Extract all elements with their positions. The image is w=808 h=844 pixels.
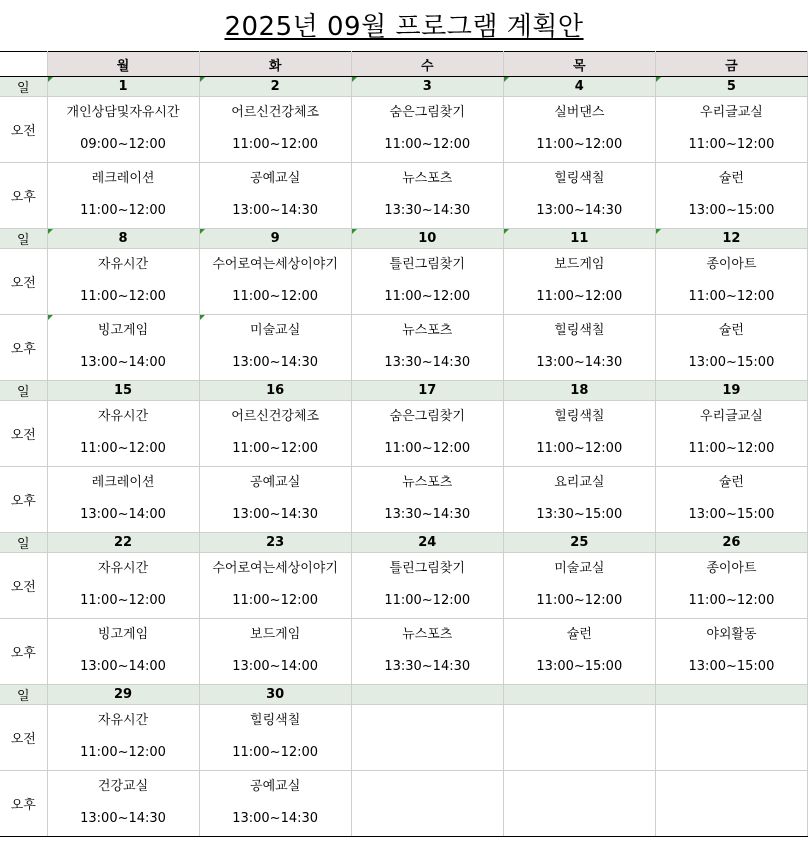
program-time: 11:00~12:00	[688, 593, 775, 608]
weekday-header-thu: 목	[503, 52, 655, 77]
date-cell: 16	[199, 381, 351, 401]
program-name: 우리글교실	[700, 409, 763, 424]
program-cell	[47, 467, 199, 533]
program-name: 레크레이션	[91, 171, 155, 186]
date-row	[0, 685, 808, 705]
sunday-label: 일	[0, 533, 47, 553]
comment-marker-icon	[48, 229, 53, 234]
program-name: 우리글교실	[700, 105, 763, 120]
program-name: 힐링색칠	[554, 409, 605, 424]
date-cell: 10	[351, 229, 503, 249]
program-cell	[351, 553, 503, 619]
program-time: 13:30~14:30	[384, 507, 471, 522]
sunday-label: 일	[0, 381, 47, 401]
program-name: 뉴스포츠	[402, 475, 453, 490]
program-time: 13:00~15:00	[688, 203, 775, 218]
program-time: 11:00~12:00	[688, 441, 775, 456]
slot-row-pm	[0, 315, 808, 381]
comment-marker-icon	[504, 77, 509, 82]
weekday-header-wed: 수	[351, 52, 503, 77]
date-cell: 5	[655, 77, 807, 97]
date-cell: 22	[47, 533, 199, 553]
date-cell: 11	[503, 229, 655, 249]
program-name: 보드게임	[554, 257, 605, 272]
program-cell	[199, 315, 351, 381]
program-time: 13:00~15:00	[688, 507, 775, 522]
program-time	[656, 738, 807, 770]
program-time: 11:00~12:00	[80, 203, 166, 218]
program-cell	[199, 467, 351, 533]
program-time: 13:30~14:30	[384, 355, 471, 370]
program-cell	[199, 705, 351, 771]
program-cell	[655, 97, 807, 163]
program-time	[504, 804, 655, 836]
program-cell	[503, 97, 655, 163]
program-time	[352, 804, 503, 836]
program-time: 13:30~15:00	[536, 507, 623, 522]
comment-marker-icon	[656, 77, 661, 82]
program-cell	[351, 97, 503, 163]
program-cell	[47, 401, 199, 467]
program-cell	[503, 401, 655, 467]
program-name: 요리교실	[554, 475, 605, 490]
program-cell	[199, 97, 351, 163]
date-cell: 12	[655, 229, 807, 249]
comment-marker-icon	[200, 229, 205, 234]
comment-marker-icon	[48, 315, 53, 320]
slot-row-am	[0, 705, 808, 771]
program-cell	[351, 315, 503, 381]
date-cell: 4	[503, 77, 655, 97]
program-cell	[655, 553, 807, 619]
program-cell	[47, 163, 199, 229]
program-name: 뉴스포츠	[402, 323, 453, 338]
date-cell	[503, 685, 655, 705]
program-cell	[655, 771, 807, 837]
program-time: 11:00~12:00	[232, 593, 319, 608]
program-name: 슐런	[718, 323, 744, 338]
program-cell	[47, 771, 199, 837]
date-row	[0, 77, 808, 97]
date-cell: 25	[503, 533, 655, 553]
program-name	[504, 771, 655, 804]
program-time	[352, 738, 503, 770]
comment-marker-icon	[200, 315, 205, 320]
slot-label-pm: 오후	[0, 163, 47, 229]
program-name: 자유시간	[97, 561, 149, 576]
program-cell	[655, 705, 807, 771]
weekday-header-row	[0, 52, 808, 77]
program-name	[656, 705, 807, 738]
program-time: 11:00~12:00	[232, 745, 319, 760]
program-name: 레크레이션	[91, 475, 155, 490]
sunday-label: 일	[0, 229, 47, 249]
program-cell	[655, 249, 807, 315]
program-cell	[47, 315, 199, 381]
weekday-header-tue: 화	[199, 52, 351, 77]
date-row	[0, 229, 808, 249]
program-name: 수어로여는세상이야기	[212, 561, 338, 576]
program-time: 11:00~12:00	[80, 745, 166, 760]
sunday-label: 일	[0, 77, 47, 97]
program-name	[656, 771, 807, 804]
date-cell: 19	[655, 381, 807, 401]
program-name: 자유시간	[97, 713, 149, 728]
program-time: 11:00~12:00	[232, 441, 319, 456]
program-name: 힐링색칠	[554, 171, 605, 186]
program-time: 11:00~12:00	[688, 289, 775, 304]
program-name: 빙고게임	[97, 627, 149, 642]
program-time: 13:00~14:00	[80, 659, 166, 674]
program-cell	[199, 401, 351, 467]
date-cell: 3	[351, 77, 503, 97]
date-cell: 2	[199, 77, 351, 97]
program-name: 종이아트	[706, 561, 757, 576]
program-time: 13:00~14:30	[536, 355, 623, 370]
program-name: 실버댄스	[554, 105, 605, 120]
program-time: 13:00~15:00	[688, 355, 775, 370]
program-name: 보드게임	[250, 627, 301, 642]
program-time: 11:00~12:00	[384, 441, 471, 456]
program-cell	[655, 467, 807, 533]
program-cell	[47, 97, 199, 163]
program-time: 13:00~14:30	[232, 203, 319, 218]
slot-row-am	[0, 97, 808, 163]
program-time: 11:00~12:00	[536, 289, 623, 304]
program-name: 공예교실	[250, 475, 301, 490]
program-name: 공예교실	[250, 779, 301, 794]
program-cell	[503, 705, 655, 771]
comment-marker-icon	[656, 229, 661, 234]
date-cell: 15	[47, 381, 199, 401]
program-time: 13:00~15:00	[688, 659, 775, 674]
program-time: 11:00~12:00	[536, 593, 623, 608]
program-name: 슐런	[718, 171, 744, 186]
date-cell	[351, 685, 503, 705]
sunday-label: 일	[0, 685, 47, 705]
program-time: 13:00~14:30	[80, 811, 166, 826]
date-row	[0, 381, 808, 401]
program-time: 11:00~12:00	[536, 137, 623, 152]
comment-marker-icon	[48, 77, 53, 82]
date-cell: 23	[199, 533, 351, 553]
program-time: 11:00~12:00	[80, 289, 166, 304]
program-time: 13:00~14:30	[232, 811, 319, 826]
slot-row-pm	[0, 619, 808, 685]
program-time: 13:00~14:00	[80, 507, 166, 522]
program-cell	[503, 163, 655, 229]
program-time: 11:00~12:00	[384, 593, 471, 608]
program-time: 11:00~12:00	[80, 593, 166, 608]
date-cell: 17	[351, 381, 503, 401]
program-name: 뉴스포츠	[402, 627, 453, 642]
program-cell	[351, 467, 503, 533]
program-time: 13:00~14:30	[232, 507, 319, 522]
program-time: 11:00~12:00	[80, 441, 166, 456]
comment-marker-icon	[504, 229, 509, 234]
slot-label-pm: 오후	[0, 771, 47, 837]
program-time: 13:00~14:30	[536, 203, 623, 218]
program-cell	[503, 553, 655, 619]
date-cell: 9	[199, 229, 351, 249]
slot-label-pm: 오후	[0, 467, 47, 533]
program-time: 11:00~12:00	[232, 137, 319, 152]
program-cell	[503, 249, 655, 315]
program-time: 13:30~14:30	[384, 659, 471, 674]
slot-row-am	[0, 401, 808, 467]
program-time: 11:00~12:00	[384, 137, 471, 152]
program-cell	[351, 401, 503, 467]
program-name: 자유시간	[97, 409, 149, 424]
title-text: 2025년 09월 프로그램 계획안	[224, 12, 584, 42]
slot-row-am	[0, 249, 808, 315]
program-cell	[503, 619, 655, 685]
program-cell	[47, 619, 199, 685]
date-cell: 1	[47, 77, 199, 97]
program-cell	[199, 163, 351, 229]
program-time	[504, 738, 655, 770]
date-cell: 26	[655, 533, 807, 553]
corner-cell	[0, 52, 47, 77]
program-time: 11:00~12:00	[688, 137, 775, 152]
program-name: 숨은그림찾기	[389, 409, 465, 424]
program-cell	[503, 771, 655, 837]
date-cell: 18	[503, 381, 655, 401]
program-time: 11:00~12:00	[384, 289, 471, 304]
program-cell	[47, 553, 199, 619]
program-cell	[655, 401, 807, 467]
date-cell	[655, 685, 807, 705]
program-cell	[503, 315, 655, 381]
program-name: 힐링색칠	[554, 323, 605, 338]
program-name	[504, 705, 655, 738]
program-name: 어르신건강체조	[231, 105, 320, 120]
program-time: 13:30~14:30	[384, 203, 471, 218]
slot-label-pm: 오후	[0, 619, 47, 685]
program-name: 자유시간	[97, 257, 149, 272]
program-cell	[199, 249, 351, 315]
program-time: 11:00~12:00	[536, 441, 623, 456]
slot-label-am: 오전	[0, 97, 47, 163]
program-name: 야외활동	[706, 627, 757, 642]
comment-marker-icon	[352, 229, 357, 234]
date-cell: 29	[47, 685, 199, 705]
program-time: 13:00~15:00	[536, 659, 623, 674]
program-name: 틀린그림찾기	[389, 561, 465, 576]
program-cell	[199, 619, 351, 685]
program-time: 09:00~12:00	[80, 137, 166, 152]
slot-row-pm	[0, 771, 808, 837]
program-cell	[503, 467, 655, 533]
slot-row-pm	[0, 163, 808, 229]
slot-label-am: 오전	[0, 705, 47, 771]
program-cell	[351, 249, 503, 315]
program-cell	[655, 315, 807, 381]
program-name: 미술교실	[250, 323, 301, 338]
program-name: 건강교실	[97, 779, 149, 794]
program-cell	[655, 163, 807, 229]
slot-label-pm: 오후	[0, 315, 47, 381]
program-name: 어르신건강체조	[231, 409, 320, 424]
slot-label-am: 오전	[0, 249, 47, 315]
program-name: 슐런	[718, 475, 744, 490]
date-cell: 30	[199, 685, 351, 705]
program-name: 숨은그림찾기	[389, 105, 465, 120]
program-time: 13:00~14:30	[232, 355, 319, 370]
program-name: 슐런	[566, 627, 592, 642]
program-cell	[351, 771, 503, 837]
program-name	[352, 705, 503, 738]
program-time: 13:00~14:00	[80, 355, 166, 370]
program-name: 빙고게임	[97, 323, 149, 338]
program-cell	[47, 705, 199, 771]
program-name: 수어로여는세상이야기	[212, 257, 338, 272]
program-time	[656, 804, 807, 836]
slot-label-am: 오전	[0, 553, 47, 619]
slot-row-am	[0, 553, 808, 619]
program-name: 힐링색칠	[250, 713, 301, 728]
program-name: 종이아트	[706, 257, 757, 272]
date-row	[0, 533, 808, 553]
weekday-header-fri: 금	[655, 52, 807, 77]
program-name: 개인상담및자유시간	[66, 105, 180, 120]
program-name: 뉴스포츠	[402, 171, 453, 186]
program-cell	[199, 771, 351, 837]
program-cell	[351, 163, 503, 229]
date-cell: 24	[351, 533, 503, 553]
program-name	[352, 771, 503, 804]
date-cell: 8	[47, 229, 199, 249]
weekday-header-mon: 월	[47, 52, 199, 77]
schedule-table	[0, 51, 808, 837]
program-name: 공예교실	[250, 171, 301, 186]
comment-marker-icon	[200, 77, 205, 82]
program-name: 미술교실	[554, 561, 605, 576]
program-cell	[199, 553, 351, 619]
program-name: 틀린그림찾기	[389, 257, 465, 272]
slot-label-am: 오전	[0, 401, 47, 467]
page-title	[0, 6, 808, 43]
program-cell	[351, 619, 503, 685]
program-time: 13:00~14:00	[232, 659, 319, 674]
program-cell	[351, 705, 503, 771]
slot-row-pm	[0, 467, 808, 533]
program-cell	[655, 619, 807, 685]
program-cell	[47, 249, 199, 315]
program-time: 11:00~12:00	[232, 289, 319, 304]
comment-marker-icon	[352, 77, 357, 82]
